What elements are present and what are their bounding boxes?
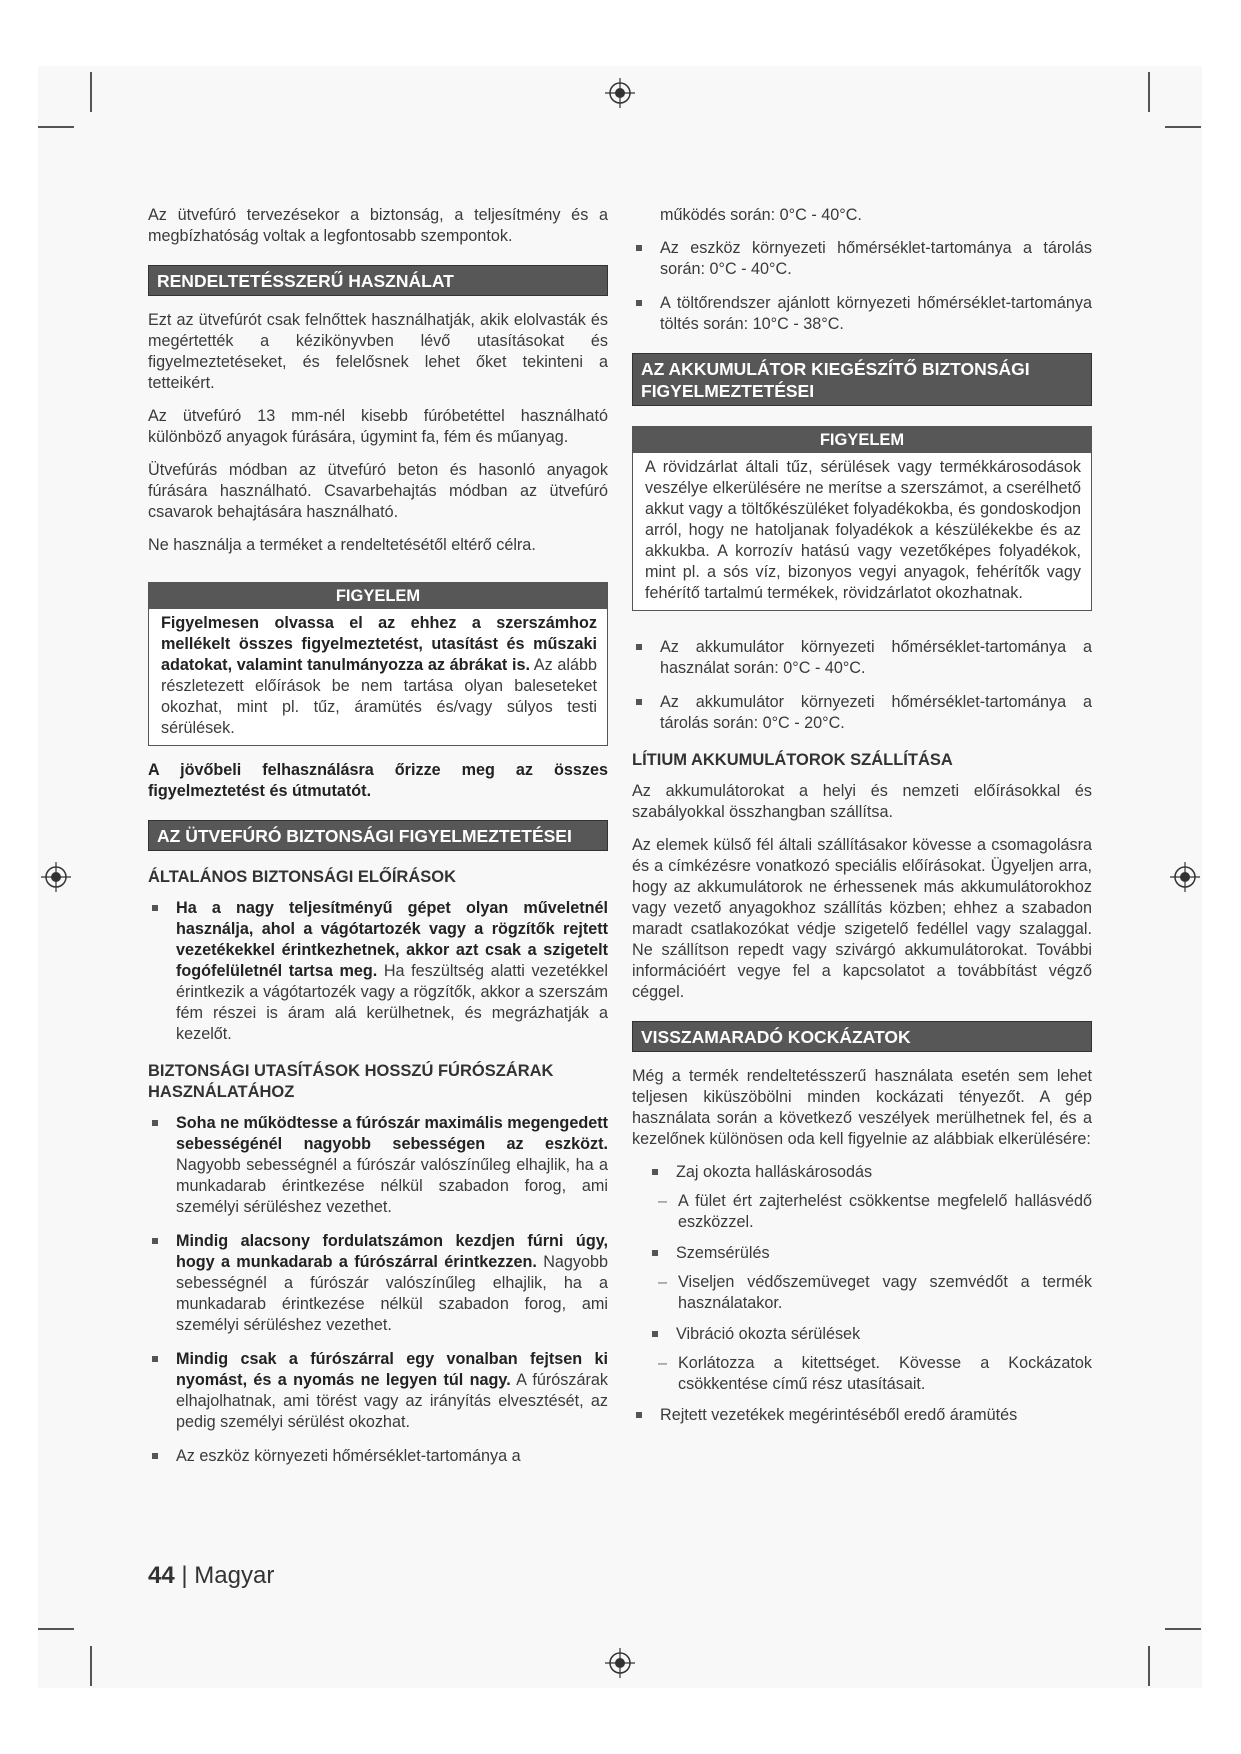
subheading-transport: LÍTIUM AKKUMULÁTOROK SZÁLLÍTÁSA: [632, 751, 953, 769]
footer-language: Magyar: [194, 1562, 275, 1589]
section-heading-battery: AZ AKKUMULÁTOR KIEGÉSZÍTŐ BIZTONSÁGI FIGYELMEZTETÉSEI: [632, 353, 1092, 406]
crop-mark: [90, 72, 92, 112]
registration-mark-icon: [605, 1648, 635, 1678]
page-number: 44: [148, 1562, 175, 1589]
footer-separator: |: [181, 1562, 188, 1589]
list-item: [148, 1113, 608, 1218]
list-item: – A fület ért zajterhelést csökkentse megfelelő hallásvédő eszközzel.: [632, 1191, 1092, 1233]
list-item-text: Nagyobb sebességnél a fúrószár valószínűleg elhajlik, ha a munkadarab érintkezése nélkül szabadon forog, ami személyi sérüléshez vezethet.: [176, 1253, 608, 1334]
list-item: Az akkumulátor környezeti hőmérséklet-tartománya a használat során: 0°C - 40°C.: [632, 637, 1092, 679]
general-rules-list: [148, 898, 608, 1045]
section-heading-safety: AZ ÜTVEFÚRÓ BIZTONSÁGI FIGYELMEZTETÉSEI: [148, 820, 608, 851]
risk-paragraph: Még a termék rendeltetésszerű használata esetén sem lehet teljesen kiküszöbölni minden kockázati tényezőt. A gép használata során a következő veszélyek merülhetnek fel, és a kezelőnek különösen oda kell figyelnie az alábbiak elkerülésére:: [632, 1067, 1092, 1148]
warning-box-header: FIGYELEM: [633, 427, 1091, 453]
list-item: Szemsérülés: [648, 1243, 1092, 1264]
warning-box: [632, 426, 1092, 611]
risk-list: [632, 1324, 1092, 1345]
list-item: Zaj okozta halláskárosodás: [648, 1162, 1092, 1183]
list-item: A töltőrendszer ajánlott környezeti hőmérséklet-tartománya töltés során: 10°C - 38°C.: [632, 293, 1092, 335]
usage-paragraph: Az ütvefúró 13 mm-nél kisebb fúróbetéttel használható különböző anyagok fúrására, úgymint fa, fém és műanyag.: [148, 407, 608, 446]
warning-box: [148, 582, 608, 746]
section-heading-residual-risks: VISSZAMARADÓ KOCKÁZATOK: [632, 1021, 1092, 1052]
subheading-general: ÁLTALÁNOS BIZTONSÁGI ELŐÍRÁSOK: [148, 868, 456, 886]
risk-list: [632, 1405, 1092, 1426]
list-item: – Korlátozza a kitettséget. Kövesse a Kockázatok csökkentése című rész utasításait.: [632, 1353, 1092, 1395]
list-item: [148, 1446, 608, 1467]
registration-mark-icon: [605, 78, 635, 108]
risk-list: [632, 1243, 1092, 1264]
section-heading-usage: RENDELTETÉSSZERŰ HASZNÁLAT: [148, 265, 608, 296]
warning-text: Az alább részletezett előírások be nem tartása olyan baleseteket okozhat, mint pl. tűz, áramütés és/vagy súlyos testi sérülések.: [161, 656, 597, 737]
page-footer: [148, 1562, 274, 1590]
crop-mark: [1148, 1646, 1150, 1686]
crop-mark: [1148, 72, 1150, 112]
crop-mark: [38, 1628, 74, 1630]
list-item: [148, 1349, 608, 1433]
list-item-bold: Mindig alacsony fordulatszámon kezdjen fúrni úgy, hogy a munkadarab a fúrószárral érintkezzen.: [176, 1232, 608, 1271]
usage-paragraph: Ütvefúrás módban az ütvefúró beton és hasonló anyagok fúrására használható. Csavarbehajtás módban az ütvefúró csavarok behajtására használható.: [148, 461, 608, 521]
crop-mark: [1165, 126, 1201, 128]
list-item: [148, 1231, 608, 1336]
risk-detail-list: [632, 1191, 1092, 1233]
right-column: [632, 205, 1092, 1439]
list-item-text: A fúrószárak elhajolhatnak, ami törést vagy az irányítás elvesztését, az pedig személyi sérülést okozhat.: [176, 1371, 608, 1431]
list-item-bold: Soha ne működtesse a fúrószár maximális megengedett sebességénél nagyobb sebességen az eszközt.: [176, 1114, 608, 1153]
risk-detail-list: [632, 1272, 1092, 1314]
temperature-list: [632, 238, 1092, 335]
keep-instructions: A jövőbeli felhasználásra őrizze meg az összes figyelmeztetést és útmutatót.: [148, 761, 608, 800]
long-bits-list: [148, 1113, 608, 1467]
list-item: Az akkumulátor környezeti hőmérséklet-tartománya a tárolás során: 0°C - 20°C.: [632, 692, 1092, 734]
list-item-bold: Ha a nagy teljesítményű gépet olyan műveletnél használja, ahol a vágótartozék vagy a rögzítők rejtett vezetékekkel érintkezhetnek, akkor azt csak a szigetelt fogófelületnél tartsa meg.: [176, 899, 608, 980]
intro-paragraph: Az ütvefúró tervezésekor a biztonság, a teljesítmény és a megbízhatóság voltak a legfontosabb szempontok.: [148, 206, 608, 245]
usage-paragraph: Ezt az ütvefúrót csak felnőttek használhatják, akik elolvasták és megértették a kézikönyvben lévő utasításokat és figyelmeztetéseket, és felelősnek lehet őket tekinteni a tetteikért.: [148, 311, 608, 392]
transport-paragraph: Az elemek külső fél általi szállításakor kövesse a csomagolásra és a címkézésre vonatkozó speciális előírásokat. Ügyeljen arra, hogy az akkumulátorok ne érhessenek más akkumulátorokhoz vagy vezető anyagokhoz szállítás közben; ehhez a szabadon maradt csatlakozókat védje szigetelő fedéllel vagy szalaggal. Ne szállítson repedt vagy szivárgó akkumulátorokat. További információért vegye fel a kapcsolatot a továbbítást végző céggel.: [632, 836, 1092, 1001]
list-item-text: Nagyobb sebességnél a fúrószár valószínűleg elhajlik, ha a munkadarab érintkezése nélkül szabadon forog, ami személyi sérüléshez vezethet.: [176, 1156, 608, 1216]
list-item: Az eszköz környezeti hőmérséklet-tartománya a tárolás során: 0°C - 40°C.: [632, 238, 1092, 280]
registration-mark-icon: [41, 862, 71, 892]
warning-box-header: FIGYELEM: [149, 583, 607, 609]
left-column: [148, 205, 608, 1480]
warning-box-body: A rövidzárlat általi tűz, sérülések vagy termékkárosodások veszélye elkerülésére ne merítse a szerszámot, a cserélhető akkut vagy a töltőkészüléket folyadékokba, és gondoskodjon arról, hogy ne hatoljanak folyadékok a készülékekbe és az akkukba. A korrozív hatású vagy vezetőképes folyadékok, mint pl. a sós víz, bizonyos vegyi anyagok, fehérítők vagy fehérítő tartalmú termékek, rövidzárlatot okozhatnak.: [645, 458, 1081, 602]
list-item-text: Az eszköz környezeti hőmérséklet-tartománya a: [176, 1447, 521, 1465]
list-item-text: Ha feszültség alatti vezetékkel érintkezik a vágótartozék vagy a rögzítők, akkor a szerszám fém részei is áram alá kerülhetnek, és megrázhatják a kezelőt.: [176, 962, 608, 1043]
crop-mark: [90, 1646, 92, 1686]
battery-temperature-list: [632, 637, 1092, 734]
crop-mark: [1165, 1628, 1201, 1630]
list-item: Rejtett vezetékek megérintéséből eredő áramütés: [632, 1405, 1092, 1426]
warning-bold-text: Figyelmesen olvassa el az ehhez a szerszámhoz mellékelt összes figyelmeztetést, utasítást és műszaki adatokat, valamint tanulmányozza az ábrákat is.: [161, 614, 597, 674]
risk-detail-list: [632, 1353, 1092, 1395]
continued-text: működés során: 0°C - 40°C.: [660, 206, 862, 224]
warning-box-body: [149, 609, 607, 745]
registration-mark-icon: [1170, 862, 1200, 892]
list-item: [148, 898, 608, 1045]
usage-paragraph: Ne használja a terméket a rendeltetésétől eltérő célra.: [148, 536, 536, 554]
risk-list: [632, 1162, 1092, 1183]
subheading-long-bits: BIZTONSÁGI UTASÍTÁSOK HOSSZÚ FÚRÓSZÁRAK HASZNÁLATÁHOZ: [148, 1062, 554, 1101]
list-item: Vibráció okozta sérülések: [648, 1324, 1092, 1345]
list-item-bold: Mindig csak a fúrószárral egy vonalban fejtsen ki nyomást, és a nyomás ne legyen túl nagy.: [176, 1350, 608, 1389]
transport-paragraph: Az akkumulátorokat a helyi és nemzeti előírásokkal és szabályokkal összhangban szállítsa.: [632, 782, 1092, 821]
list-item: – Viseljen védőszemüveget vagy szemvédőt a termék használatakor.: [632, 1272, 1092, 1314]
crop-mark: [38, 126, 74, 128]
